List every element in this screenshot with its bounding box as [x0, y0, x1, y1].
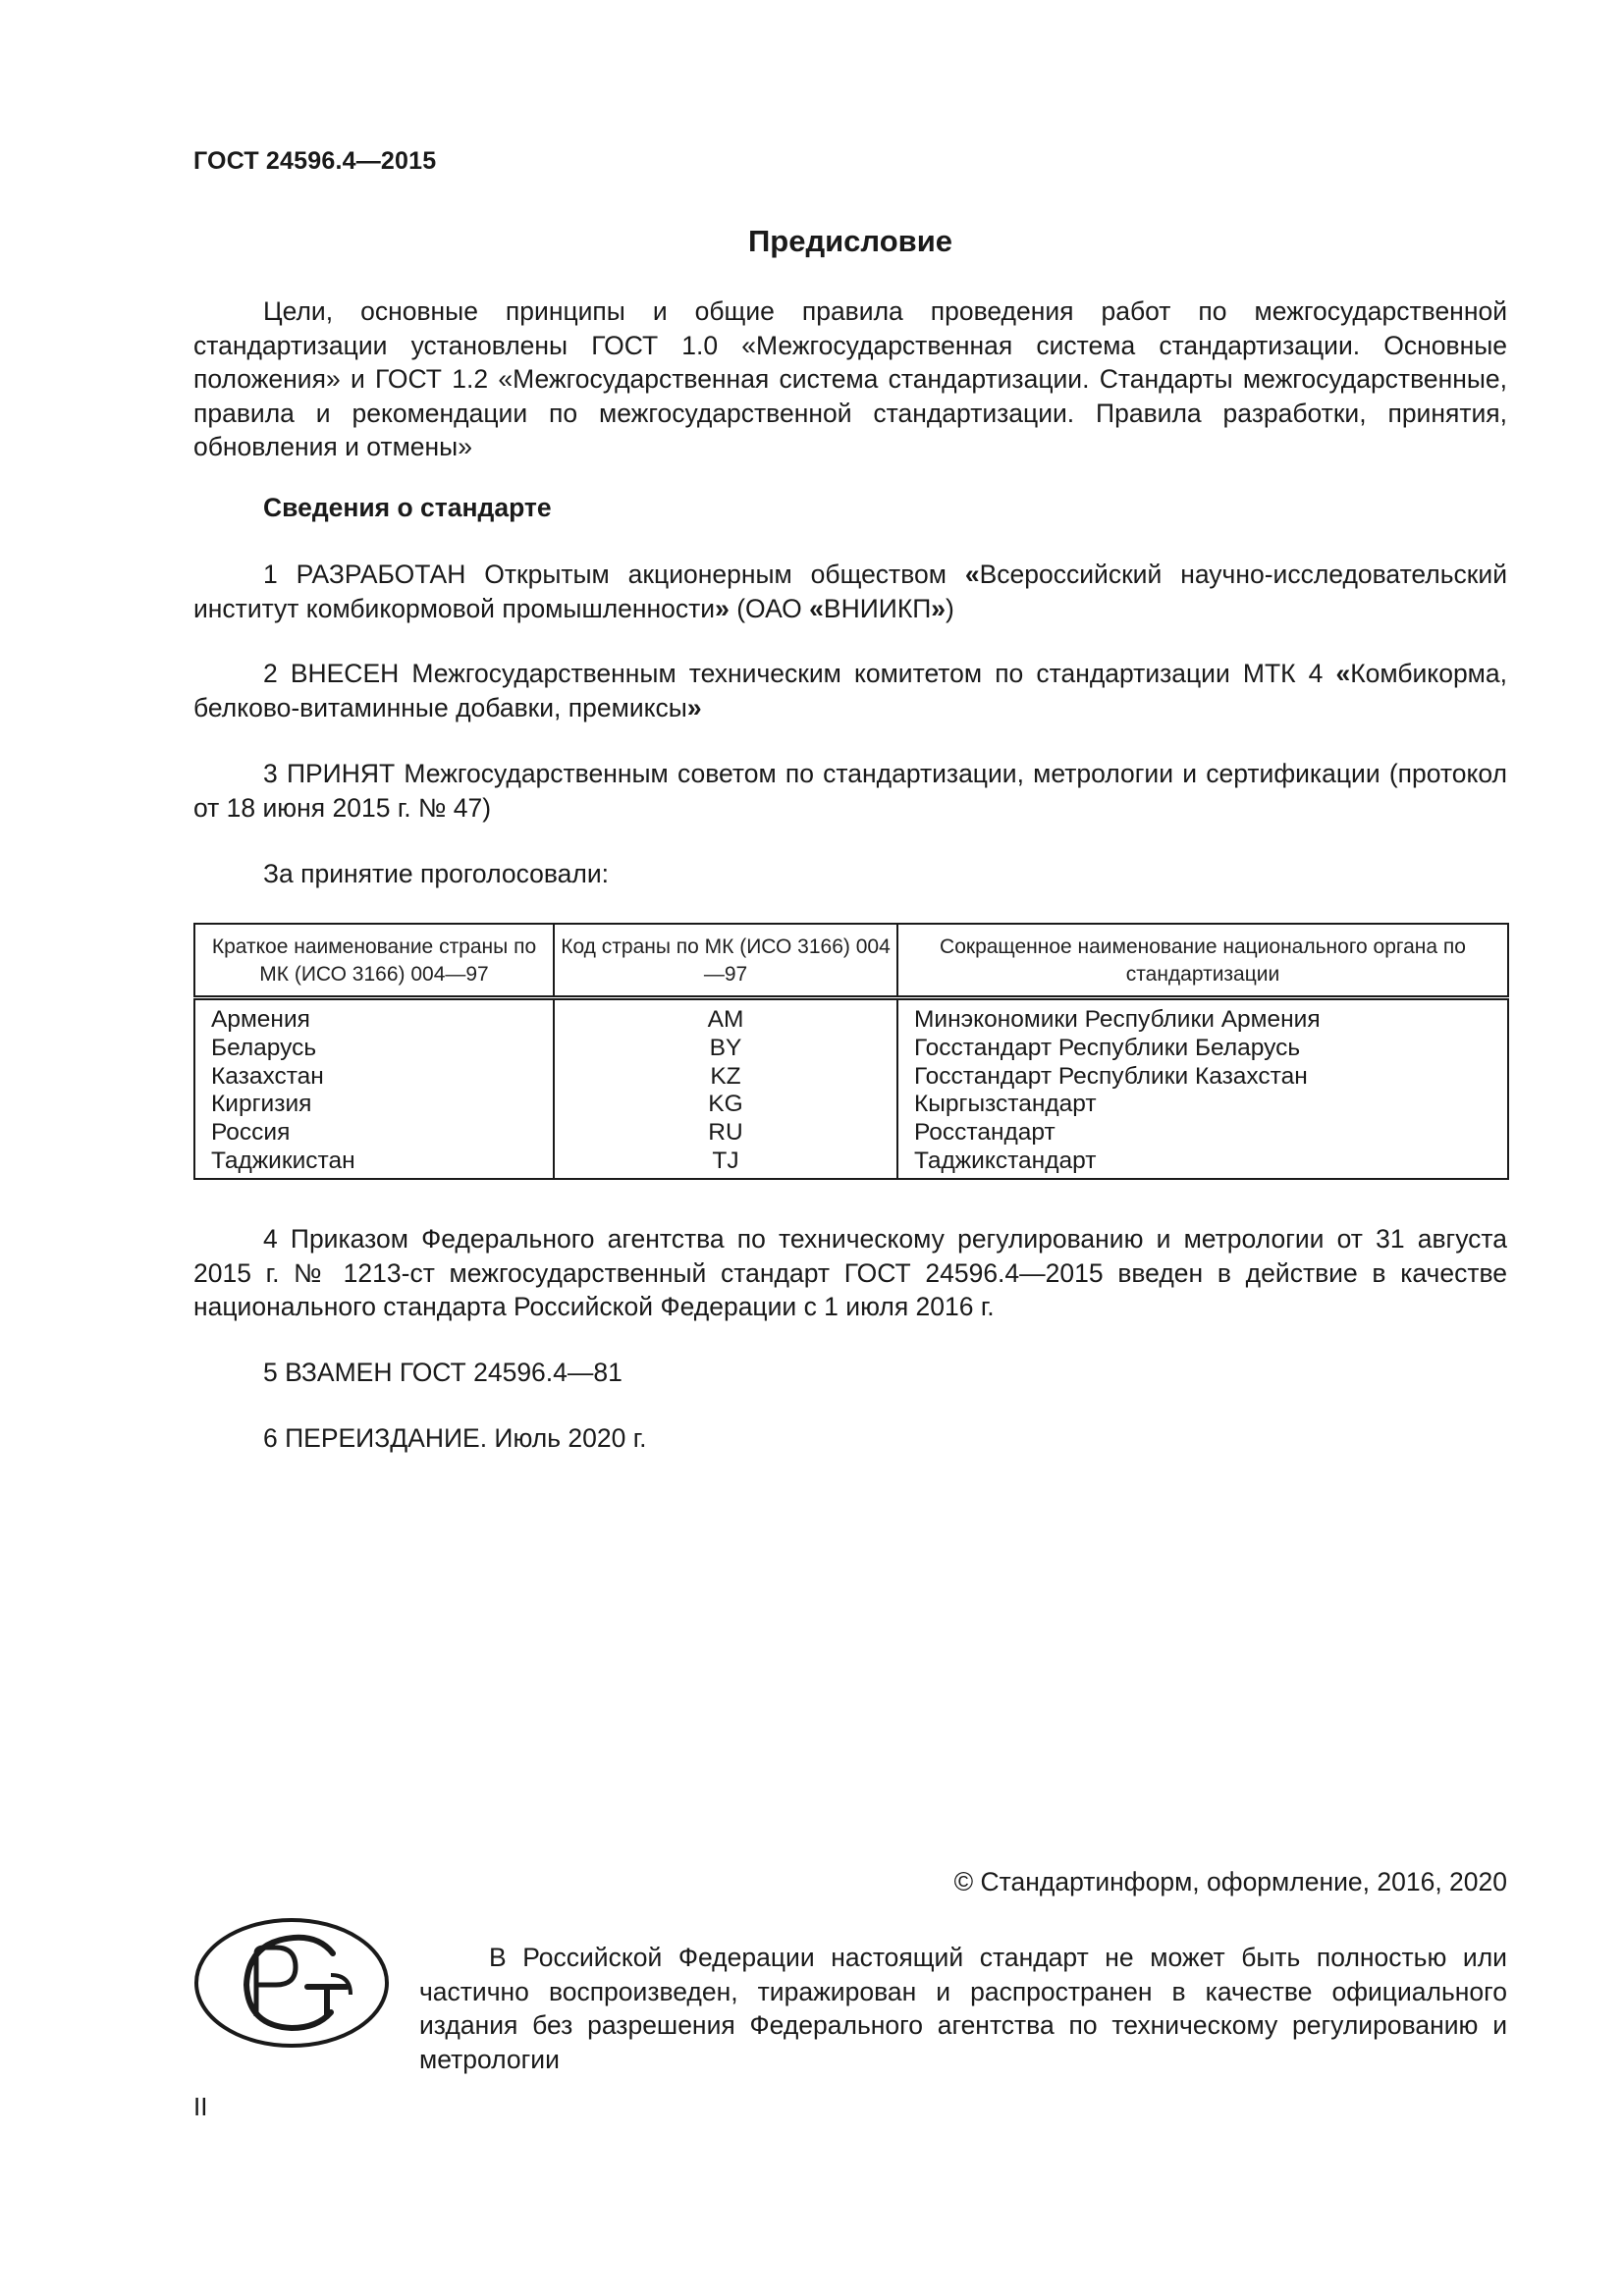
item-4-paragraph: 4 Приказом Федерального агентства по техническому регулированию и метрологии от 31 августа 2015 г. № 1213-ст межгосударственный стандарт ГОСТ 24596.4—2015 введен в действие в качестве национального стандарта Российской Федерации с 1 июля 2016 г.: [193, 1224, 1507, 1321]
rst-certification-logo-icon: [193, 1914, 390, 2052]
item-3-paragraph: 3 ПРИНЯТ Межгосударственным советом по стандартизации, метрологии и сертификации (протокол от 18 июня 2015 г. № 47): [193, 759, 1507, 823]
country-name: Беларусь: [194, 1035, 554, 1063]
item-1-paragraph: [193, 558, 1507, 625]
country-name: Казахстан: [194, 1063, 554, 1092]
standards-body: Росстандарт: [897, 1119, 1508, 1148]
country-code: RU: [554, 1119, 897, 1148]
table-row: [194, 1119, 1508, 1148]
item-6-paragraph: 6 ПЕРЕИЗДАНИЕ. Июль 2020 г.: [263, 1423, 647, 1453]
document-id: ГОСТ 24596.4—2015: [193, 147, 437, 175]
item-2-paragraph: [193, 657, 1507, 724]
header-standards-body: Сокращенное наименование национального органа по стандартизации: [897, 924, 1508, 998]
table-row: [194, 1148, 1508, 1179]
standards-body: Кыргызстандарт: [897, 1091, 1508, 1119]
standards-body: Госстандарт Республики Казахстан: [897, 1063, 1508, 1092]
item-2-committee-name: Комбикорма, белково-витаминные добавки, премиксы: [193, 659, 1507, 722]
country-name: Россия: [194, 1119, 554, 1148]
country-name: Армения: [194, 998, 554, 1035]
table-header-row: [194, 924, 1508, 998]
item-1-abbr: ВНИИКП: [823, 593, 932, 623]
standards-body: Госстандарт Республики Беларусь: [897, 1035, 1508, 1063]
item-1-abbr-quote-open: «: [809, 593, 824, 623]
header-country-name: Краткое наименование страны по МК (ИСО 3166) 004—97: [194, 924, 554, 998]
item-2-quote-close: »: [686, 692, 702, 722]
item-1-end: ): [946, 593, 954, 623]
standards-body: Таджикстандарт: [897, 1148, 1508, 1179]
country-name: Таджикистан: [194, 1148, 554, 1179]
table-row: [194, 998, 1508, 1035]
item-2-quote-open: «: [1335, 659, 1351, 688]
item-2-text: 2 ВНЕСЕН Межгосударственным техническим комитетом по стандартизации МТК 4: [263, 659, 1336, 688]
table-row: [194, 1063, 1508, 1092]
country-code: KG: [554, 1091, 897, 1119]
country-name: Киргизия: [194, 1091, 554, 1119]
header-country-code: Код страны по МК (ИСО 3166) 004—97: [554, 924, 897, 998]
page-number: II: [193, 2092, 208, 2121]
table-row: [194, 1091, 1508, 1119]
standards-body: Минэкономики Республики Армения: [897, 998, 1508, 1035]
item-1-mid: (ОАО: [729, 593, 810, 623]
table-row: [194, 1035, 1508, 1063]
country-code: AM: [554, 998, 897, 1035]
item-1-text: 1 РАЗРАБОТАН Открытым акционерным обществом: [263, 560, 965, 589]
item-1-quote-open: «: [964, 560, 980, 589]
item-1-org-name: Всероссийский научно-исследовательский институт комбикормовой промышленности: [193, 560, 1507, 623]
item-1-abbr-quote-close: »: [931, 593, 947, 623]
item-1-quote-close: »: [715, 593, 730, 623]
voted-label: За принятие проголосовали:: [263, 859, 610, 888]
page-title: Предисловие: [747, 224, 952, 258]
copyright-notice: В Российской Федерации настоящий стандарт не может быть полностью или частично воспроизведен, тиражирован и распространен в качестве официального издания без разрешения Федерального агентства по техническому регулированию и метрологии: [419, 1943, 1507, 2074]
info-heading: Сведения о стандарте: [263, 493, 552, 522]
intro-paragraph: Цели, основные принципы и общие правила проведения работ по межгосударственной стандартизации установлены ГОСТ 1.0 «Межгосударственная система стандартизации. Основные положения» и ГОСТ 1.2 «Межгосударственная система стандартизации. Стандарты межгосударственные, правила и рекомендации по межгосударственной стандартизации. Правила разработки, принятия, обновления и отмены»: [193, 296, 1507, 461]
item-5-paragraph: 5 ВЗАМЕН ГОСТ 24596.4—81: [263, 1358, 623, 1387]
country-code: KZ: [554, 1063, 897, 1092]
voting-table: [193, 923, 1509, 1180]
country-code: TJ: [554, 1148, 897, 1179]
country-code: BY: [554, 1035, 897, 1063]
copyright-line: © Стандартинформ, оформление, 2016, 2020: [953, 1867, 1507, 1896]
